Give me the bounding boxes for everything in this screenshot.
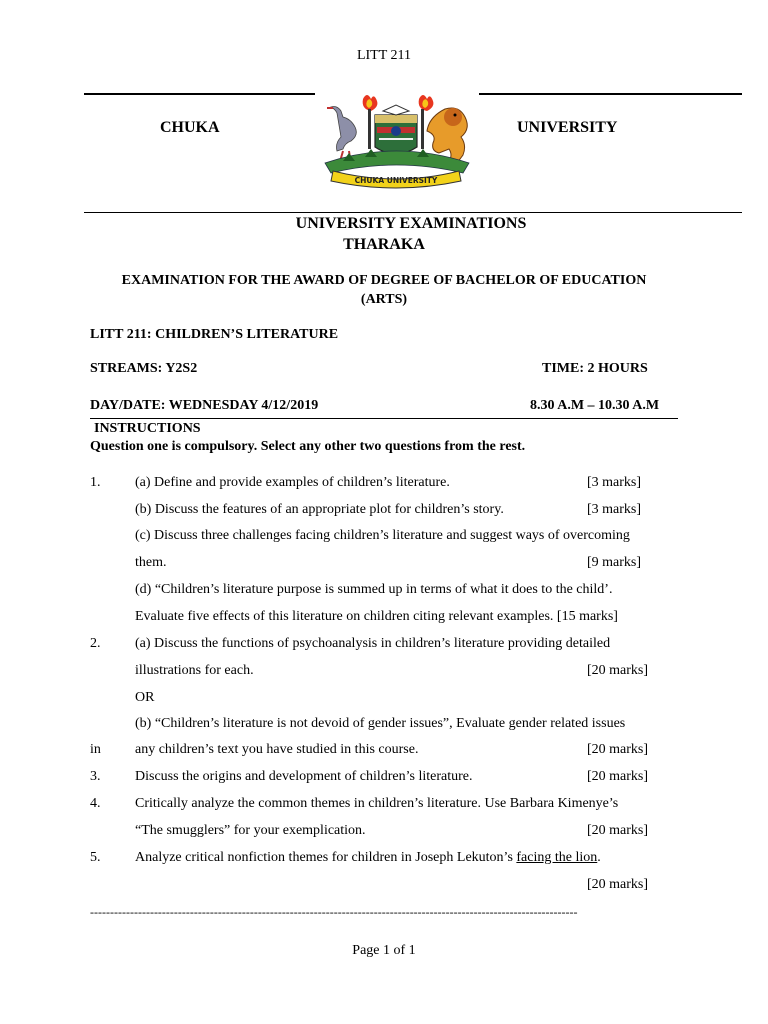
q3-number: 3.: [90, 769, 101, 784]
footer-dash-rule: --------------------------------------------------------------------------------------------------------------------------: [90, 905, 578, 919]
time-range: 8.30 A.M – 10.30 A.M: [530, 398, 660, 413]
page-footer: Page 1 of 1: [352, 943, 416, 958]
crest-ribbon-text: CHUKA UNIVERSITY: [354, 176, 438, 185]
q1b-marks: [3 marks]: [587, 502, 642, 517]
q1-number: 1.: [90, 475, 101, 490]
q2a-text-line1: (a) Discuss the functions of psychoanalysis in children’s literature providing detailed: [135, 636, 611, 651]
header-bottom-rule: [84, 212, 742, 213]
q1a-text: (a) Define and provide examples of children’s literature.: [135, 475, 450, 490]
q1b-text: (b) Discuss the features of an appropriate plot for children’s story.: [135, 502, 504, 517]
header-chuka: CHUKA: [160, 119, 220, 136]
instructions-text: Question one is compulsory. Select any other two questions from the rest.: [90, 439, 526, 454]
streams: STREAMS: Y2S2: [90, 361, 198, 376]
university-crest-logo: [313, 91, 479, 190]
q4-text-line2: “The smugglers” for your exemplication.: [135, 823, 366, 838]
title-university-examinations: UNIVERSITY EXAMINATIONS: [295, 215, 527, 232]
q4-text-line1: Critically analyze the common themes in children’s literature. Use Barbara Kimenye’s: [135, 796, 619, 811]
course-title: LITT 211: CHILDREN’S LITERATURE: [90, 327, 339, 342]
day-date: DAY/DATE: WEDNESDAY 4/12/2019: [90, 398, 319, 413]
header-university: UNIVERSITY: [517, 119, 618, 136]
q5-number: 5.: [90, 850, 101, 865]
q2b-marks: [20 marks]: [587, 742, 649, 757]
q4-number: 4.: [90, 796, 101, 811]
title-campus: THARAKA: [343, 236, 425, 253]
q1c-text-line1: (c) Discuss three challenges facing children’s literature and suggest ways of overcoming: [135, 528, 630, 543]
q2b-text-line1: (b) “Children’s literature is not devoid of gender issues”, Evaluate gender related issues: [135, 716, 626, 731]
q3-text: Discuss the origins and development of children’s literature.: [135, 769, 473, 784]
q5-text-line: [135, 850, 601, 866]
q3-marks: [20 marks]: [587, 769, 649, 784]
q4-marks: [20 marks]: [587, 823, 649, 838]
header-rule-right: [479, 93, 742, 95]
q2b-prefix: in: [90, 742, 101, 757]
instructions-rule: [90, 418, 678, 419]
q5-text: Analyze critical nonfiction themes for children in Joseph Lekuton’s: [135, 850, 513, 865]
q2a-text-line2: illustrations for each.: [135, 663, 254, 678]
q5-book-title: facing the lion: [516, 850, 598, 865]
q1a-marks: [3 marks]: [587, 475, 642, 490]
q1d-text-line1: (d) “Children’s literature purpose is summed up in terms of what it does to the child’.: [135, 582, 613, 597]
q2-or: OR: [135, 690, 155, 705]
q2b-text-line2: any children’s text you have studied in this course.: [135, 742, 419, 757]
q1c-text-line2: them.: [135, 555, 167, 570]
q5-marks: [20 marks]: [587, 877, 649, 892]
q2-number: 2.: [90, 636, 101, 651]
exam-award-line1: EXAMINATION FOR THE AWARD OF DEGREE OF BACHELOR OF EDUCATION: [121, 273, 647, 288]
q1c-marks: [9 marks]: [587, 555, 642, 570]
q2a-marks: [20 marks]: [587, 663, 649, 678]
exam-award-line2: (ARTS): [360, 292, 408, 307]
q5-period: .: [597, 850, 601, 865]
header-rule-left: [84, 93, 315, 95]
course-code-header: LITT 211: [356, 48, 412, 63]
exam-duration: TIME: 2 HOURS: [542, 361, 648, 376]
q1d-text-line2: Evaluate five effects of this literature on children citing relevant examples. [15 marks]: [135, 609, 618, 624]
instructions-heading: INSTRUCTIONS: [94, 421, 201, 436]
